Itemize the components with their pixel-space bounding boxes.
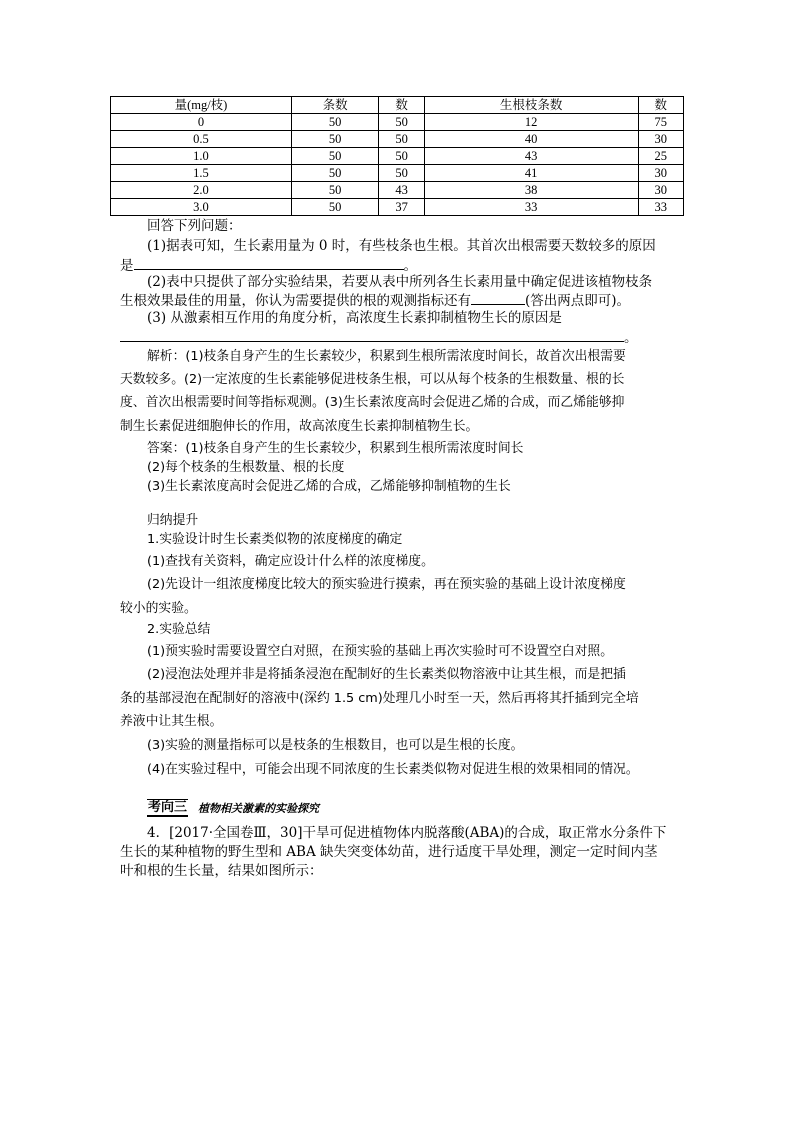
results-table — [110, 96, 684, 216]
table-header-row — [111, 97, 684, 114]
question-4-line-2: 生长的某种植物的野生型和 ABA 缺失突变体幼苗，进行适度干旱处理，测定一定时间内茎 — [120, 844, 658, 860]
table-cell: 43 — [379, 182, 424, 199]
section-title: 植物相关激素的实验探究 — [198, 802, 320, 815]
summary-section-2-item-2-line-2: 条的基部浸泡在配制好的溶液中(深约 1.5 cm)处理几小时至一天，然后再将其扦插到完全培 — [120, 691, 639, 706]
table-cell: 50 — [379, 131, 424, 148]
summary-heading: 归纳提升 — [147, 513, 199, 528]
answer-line-2: (2)每个枝条的生根数量、根的长度 — [147, 460, 345, 475]
summary-section-2-item-2-line-1: (2)浸泡法处理并非是将插条浸泡在配制好的生长素类似物溶液中让其生根，而是把插 — [147, 667, 626, 682]
table-header-cell: 数 — [379, 97, 424, 114]
table-cell: 30 — [638, 131, 684, 148]
question-2-line-2 — [120, 291, 630, 310]
table-header-cell: 生根枝条数 — [424, 97, 638, 114]
table-cell: 50 — [291, 165, 379, 182]
section-tag: 考向三 — [148, 800, 188, 815]
question-3-suffix: 。 — [624, 330, 638, 346]
question-1-line-1: (1)据表可知，生长素用量为 0 时，有些枝条也生根。其首次出根需要天数较多的原因 — [147, 238, 656, 254]
table-cell: 30 — [638, 165, 684, 182]
table-cell: 43 — [424, 148, 638, 165]
table-row — [111, 114, 684, 131]
analysis-line-3: 度、首次出根需要时间等指标观测。(3)生长素浓度高时会促进乙烯的合成，而乙烯能够抑 — [120, 395, 625, 410]
questions-intro: 回答下列问题： — [147, 218, 242, 234]
table-row — [111, 165, 684, 182]
summary-section-2-item-4: (4)在实验过程中，可能会出现不同浓度的生长素类似物对促进生根的效果相同的情况。 — [147, 762, 639, 777]
table-header-cell: 数 — [638, 97, 684, 114]
table-cell: 50 — [379, 165, 424, 182]
table-cell: 2.0 — [111, 182, 292, 199]
table-cell: 40 — [424, 131, 638, 148]
table-cell: 1.0 — [111, 148, 292, 165]
question-2-suffix: (答出两点即可)。 — [525, 293, 631, 309]
summary-section-1-item-2-line-1: (2)先设计一组浓度梯度比较大的预实验进行摸索，再在预实验的基础上设计浓度梯度 — [147, 577, 626, 592]
summary-section-2-item-2-line-3: 养液中让其生根。 — [120, 714, 223, 729]
table-cell: 50 — [291, 131, 379, 148]
summary-section-1-item-1: (1)查找有关资料，确定应设计什么样的浓度梯度。 — [147, 554, 434, 569]
table-row — [111, 199, 684, 216]
question-1-suffix: 。 — [403, 258, 417, 274]
summary-section-2-item-3: (3)实验的测量指标可以是枝条的生根数目，也可以是生根的长度。 — [147, 738, 524, 753]
table-cell: 50 — [291, 182, 379, 199]
table-cell: 12 — [424, 114, 638, 131]
table-cell: 41 — [424, 165, 638, 182]
question-2-prefix: 生根效果最佳的用量，你认为需要提供的根的观测指标还有 — [120, 293, 471, 309]
answer-line-3: (3)生长素浓度高时会促进乙烯的合成，乙烯能够抑制植物的生长 — [147, 479, 511, 494]
table-row — [111, 182, 684, 199]
section-header — [147, 799, 319, 817]
table-cell: 1.5 — [111, 165, 292, 182]
table-cell: 50 — [379, 148, 424, 165]
question-1-prefix: 是 — [120, 258, 134, 274]
question-4-line-1: 4．[2017·全国卷Ⅲ，30]干旱可促进植物体内脱落酸(ABA)的合成，取正常水分条件下 — [147, 825, 667, 841]
table-header-cell: 量(mg/枝) — [111, 97, 292, 114]
table-cell: 50 — [291, 114, 379, 131]
question-4-line-3: 叶和根的生长量，结果如图所示： — [120, 863, 323, 879]
summary-section-2-title: 2.实验总结 — [147, 622, 211, 637]
summary-section-1-item-2-line-2: 较小的实验。 — [120, 601, 197, 616]
summary-section-1-title: 1.实验设计时生长素类似物的浓度梯度的确定 — [147, 532, 403, 547]
answer-line-1: 答案：(1)枝条自身产生的生长素较少，积累到生根所需浓度时间长 — [147, 441, 524, 456]
table-cell: 0.5 — [111, 131, 292, 148]
table-cell: 30 — [638, 182, 684, 199]
table-cell: 33 — [424, 199, 638, 216]
table-cell: 38 — [424, 182, 638, 199]
analysis-line-1: 解析：(1)枝条自身产生的生长素较少，积累到生根所需浓度时间长，故首次出根需要 — [147, 349, 626, 364]
table-cell: 75 — [638, 114, 684, 131]
table-cell: 50 — [379, 114, 424, 131]
table-row — [111, 131, 684, 148]
table-cell: 3.0 — [111, 199, 292, 216]
question-3-line-1: (3) 从激素相互作用的角度分析，高浓度生长素抑制植物生长的原因是 — [147, 310, 562, 326]
table-cell: 0 — [111, 114, 292, 131]
analysis-line-2: 天数较多。(2)一定浓度的生长素能够促进枝条生根，可以从每个枝条的生根数量、根的长 — [120, 372, 625, 387]
answer-blank-1 — [134, 256, 404, 270]
table-row — [111, 148, 684, 165]
table-cell: 37 — [379, 199, 424, 216]
table-cell: 50 — [291, 199, 379, 216]
answer-blank-2 — [471, 291, 525, 305]
table-cell: 33 — [638, 199, 684, 216]
table-cell: 50 — [291, 148, 379, 165]
analysis-line-4: 制生长素促进细胞伸长的作用，故高浓度生长素抑制植物生长。 — [120, 419, 479, 434]
answer-blank-3 — [120, 328, 624, 342]
question-3-line-2 — [120, 328, 638, 347]
table-cell: 25 — [638, 148, 684, 165]
table-header-cell: 条数 — [291, 97, 379, 114]
question-2-line-1: (2)表中只提供了部分实验结果，若要从表中所列各生长素用量中确定促进该植物枝条 — [147, 274, 653, 290]
summary-section-2-item-1: (1)预实验时需要设置空白对照，在预实验的基础上再次实验时可不设置空白对照。 — [147, 644, 614, 659]
